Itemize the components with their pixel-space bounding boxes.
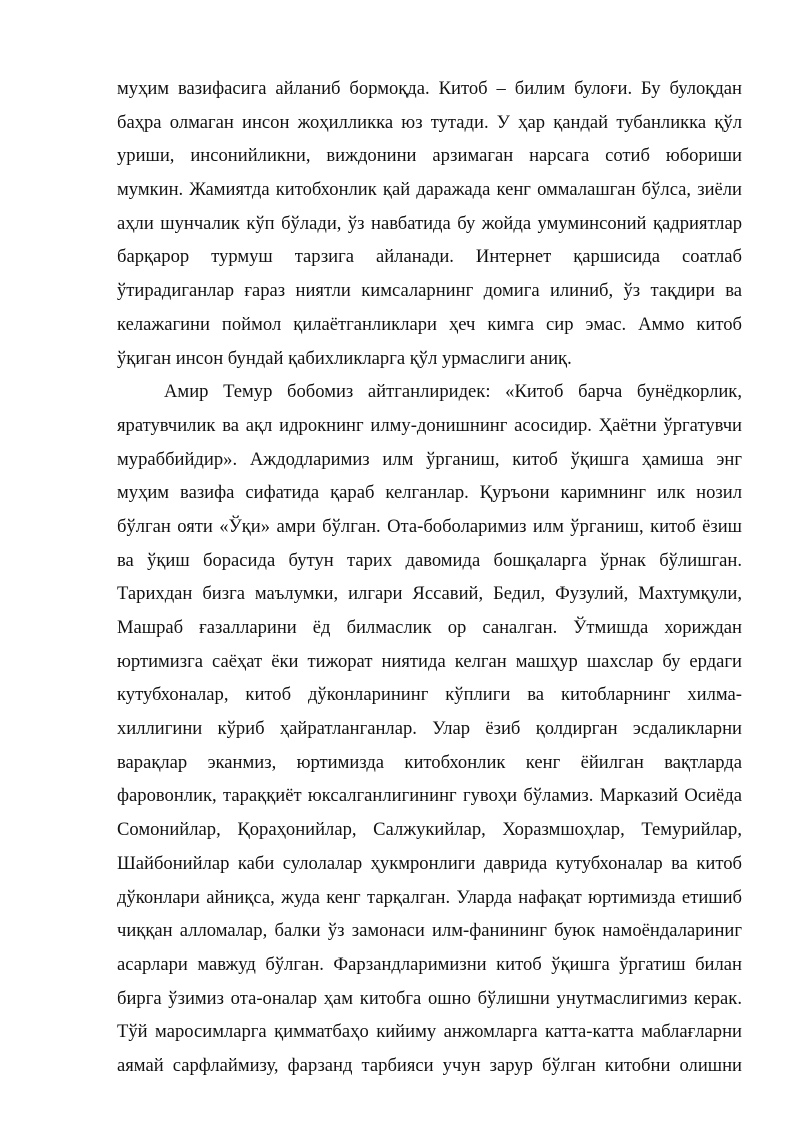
- text-line: юртимизга саёҳат ёки тижорат ниятида келган машҳур шахслар бу ердаги: [117, 650, 742, 672]
- text-line: ўтирадиганлар ғараз ниятли кимсаларнинг домига илиниб, ўз тақдири ва: [117, 280, 742, 302]
- text-line: Шайбонийлар каби сулолалар ҳукмронлиги даврида кутубхоналар ва китоб: [117, 852, 742, 874]
- text-line: уриши, инсонийликни, виждонини арзимаган нарсага сотиб юбориши: [117, 145, 742, 167]
- text-line: Сомонийлар, Қораҳонийлар, Салжукийлар, Хоразмшоҳлар, Темурийлар,: [117, 819, 742, 841]
- text-line: Тарихдан бизга маълумки, илгари Яссавий, Бедил, Фузулий, Махтумқули,: [117, 583, 742, 605]
- text-line: муҳим вазифа сифатида қараб келганлар. Қуръони каримнинг илк нозил: [117, 482, 742, 504]
- text-line: бўлган ояти «Ўқи» амри бўлган. Ота-боболаримиз илм ўрганиш, китоб ёзиш: [117, 515, 742, 537]
- text-line: Тўй маросимларга қимматбаҳо кийиму анжомларга катта-катта маблағларни: [117, 1021, 742, 1043]
- text-line: келажагини поймол қилаётганликлари ҳеч кимга сир эмас. Аммо китоб: [117, 313, 742, 335]
- text-line: ўқиган инсон бундай қабихликларга қўл урмаслиги аниқ.: [117, 347, 572, 369]
- text-line: дўконлари айниқса, жуда кенг тарқалган. Уларда нафақат юртимизда етишиб: [117, 886, 742, 908]
- text-line: фаровонлик, тараққиёт юксалганлигининг гувоҳи бўламиз. Марказий Осиёда: [117, 785, 742, 807]
- text-line: бирга ўзимиз ота-оналар ҳам китобга ошно бўлишни унутмаслигимиз керак.: [117, 987, 742, 1009]
- text-line: асарлари мавжуд бўлган. Фарзандларимизни китоб ўқишга ўргатиш билан: [117, 953, 742, 975]
- text-line: яратувчилик ва ақл идрокнинг илму-донишнинг асосидир. Ҳаётни ўргатувчи: [117, 414, 742, 436]
- text-line: ва ўқиш борасида бутун тарих давомида бошқаларга ўрнак бўлишган.: [117, 549, 742, 571]
- text-line: Амир Темур бобомиз айтганлиридек: «Китоб барча бунёдкорлик,: [164, 381, 742, 403]
- text-line: чиққан алломалар, балки ўз замонаси илм-фанининг буюк намоёндалариниг: [117, 920, 742, 942]
- text-line: кутубхоналар, китоб дўконларининг кўплиги ва китобларнинг хилма-: [117, 684, 742, 706]
- text-line: баҳра олмаган инсон жоҳилликка юз тутади. У ҳар қандай тубанликка қўл: [117, 111, 742, 133]
- document-page: [117, 72, 742, 1083]
- text-line: Машраб ғазалларини ёд билмаслик ор саналган. Ўтмишда хориждан: [117, 617, 742, 638]
- text-line: барқарор турмуш тарзига айланади. Интернет қаршисида соатлаб: [117, 246, 742, 268]
- text-line: варақлар эканмиз, юртимизда китобхонлик кенг ёйилган вақтларда: [117, 751, 742, 773]
- text-line: мураббийдир». Аждодларимиз илм ўрганиш, китоб ўқишга ҳамиша энг: [117, 448, 742, 470]
- text-line: хиллигини кўриб ҳайратланганлар. Улар ёзиб қолдирган эсдаликларни: [117, 718, 742, 740]
- text-line: аҳли шунчалик кўп бўлади, ўз навбатида бу жойда умуминсоний қадриятлар: [117, 212, 742, 234]
- text-line: муҳим вазифасига айланиб бормоқда. Китоб – билим булоғи. Бу булоқдан: [117, 78, 742, 99]
- text-line: аямай сарфлаймизу, фарзанд тарбияси учун зарур бўлган китобни олишни: [117, 1054, 742, 1076]
- text-line: мумкин. Жамиятда китобхонлик қай даражада кенг оммалашган бўлса, зиёли: [117, 179, 742, 201]
